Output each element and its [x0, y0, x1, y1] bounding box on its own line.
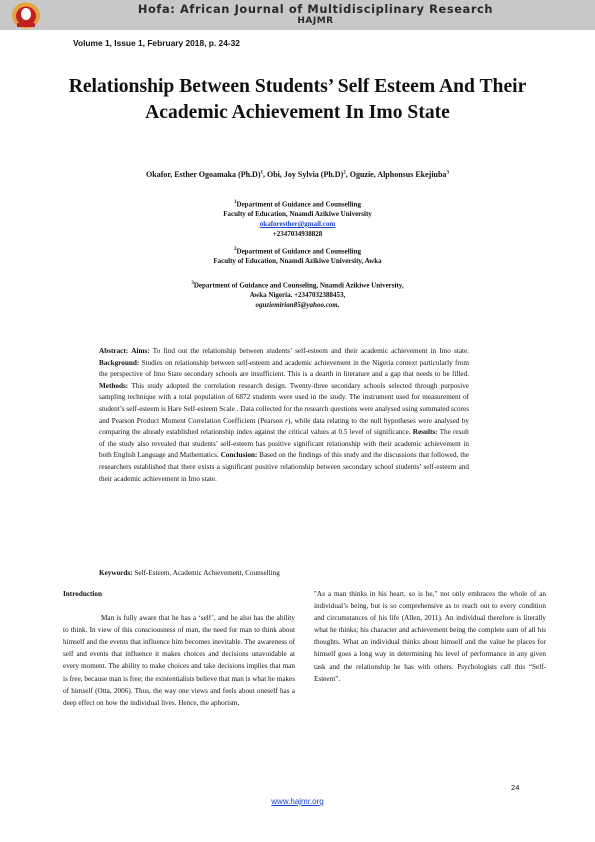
author-phone: +2347034938828	[272, 229, 323, 238]
footer-website-link[interactable]: www.hajmr.org	[271, 797, 324, 806]
keywords-label: Keywords:	[99, 569, 133, 577]
body-column-right	[314, 588, 546, 685]
keywords-text: Self-Esteem, Academic Achievement, Counselling	[134, 569, 280, 577]
author-separator: ,	[263, 170, 267, 179]
aims-label: Aims:	[131, 347, 150, 355]
abstract	[99, 346, 469, 485]
journal-abbreviation: HAJMR	[297, 16, 334, 26]
introduction-paragraph-left: Man is fully aware that he has a ‘self’, and he also has the ability to think. In view of this consciousness of man, the need for man to think about himself and the events that influence him becomes inevitable. The awareness of self and events that influence it makes choices and decisions unavoidable at every moment. The ability to make choices and take decisions implies that man is free, because man is free; the existentialists believe that man is what he makes of himself (Otta, 2006). Thus, the way one views and feels about oneself has a deep effect on how the individual lives. Hence, the aphorism,	[63, 614, 295, 707]
affiliation-2	[60, 245, 535, 267]
author-email: oguziemirian85@yahoo.com.	[255, 300, 340, 309]
volume-issue-line: Volume 1, Issue 1, February 2018, p. 24-32	[73, 38, 240, 48]
affiliation-location: Awka Nigeria. +2347032388453,	[249, 291, 346, 300]
affiliation-superscript: 3	[191, 281, 194, 286]
methods-label: Methods:	[99, 381, 129, 390]
author-name: Obi, Joy Sylvia (Ph.D)	[267, 170, 344, 179]
methods-r-symbol: r	[285, 416, 288, 425]
author-separator: ,	[345, 170, 350, 179]
author-superscript: 1	[260, 170, 263, 176]
conclusion-text: Based on the findings of this study and the discussions that followed, the researchers established that there exists a significant positive relationship between secondary school students’ self-esteem and their academic achievement in Imo state.	[99, 451, 470, 483]
author-email-link[interactable]: okaforesther@gmail.com	[259, 219, 336, 228]
methods-text-continued: ), while data relating to the null hypotheses were analysed by comparing the already established relationship index against the critical values at 0.5 level of significance.	[99, 416, 470, 437]
keywords	[99, 569, 280, 577]
aims-text: To find out the relationship between students’ self-esteem and their academic achievement in Imo state.	[152, 347, 470, 355]
background-text: Studies on relationship between self-esteem and academic achievement in the Nigeria context particularly from the perspective of Imo State secondary schools are insufficient. This is a dearth in literature and a gap that needs to be filled.	[99, 358, 469, 379]
affiliation-department: Department of Guidance and Counselling	[236, 200, 361, 209]
affiliation-superscript: 1	[234, 200, 237, 205]
page-number: 24	[511, 783, 520, 792]
author-name: Oguzie, Alphonsus Ekejiuba	[349, 170, 447, 179]
affiliation-faculty: Faculty of Education, Nnamdi Azikiwe University, Awka	[213, 257, 382, 266]
author-superscript: 3	[446, 170, 449, 176]
affiliation-department: Department of Guidance and Counseling, Nnamdi Azikiwe University,	[193, 281, 404, 290]
author-superscript: 2	[343, 170, 346, 176]
affiliation-1	[60, 198, 535, 240]
author-name: Okafor, Esther Ogoamaka (Ph.D)	[146, 170, 261, 179]
author-list	[40, 170, 555, 179]
affiliation-department: Department of Guidance and Counselling	[236, 247, 361, 256]
journal-title: Hofa: African Journal of Multidisciplinary Research	[137, 2, 494, 16]
journal-header-band	[0, 0, 595, 30]
introduction-paragraph-right: "As a man thinks in his heart, so is he," not only embraces the whole of an individual’s being, but is so comprehensive as to reach out to every condition and circumstances of his life (Allen, 2011). An individual therefore is literally what he thinks; his character and achievement being the complete sum of all his thoughts. What an individual thinks about himself and the value he places for himself goes a long way in determining his level of performance in any given task and the relationship he has with others. Psychologists call this “Self-Esteem”.	[314, 590, 546, 683]
results-text: The result of the study also revealed that students’ self-esteem has positive significant relationship with their academic achievement in both English Language and Mathematics.	[99, 428, 470, 460]
affiliation-3	[60, 279, 535, 311]
affiliation-superscript: 2	[234, 247, 237, 252]
conclusion-label: Conclusion:	[220, 451, 258, 460]
introduction-heading: Introduction	[63, 590, 103, 598]
methods-text: This study adopted the correlation research design. Twenty-three secondary schools selected through purposive sampling technique with a total population of 6872 students were used in the study. The instrument used for measurement of student’s self-esteem is Hare Self-esteem Scale . Data collected for the research questions were analysed using summated scores and Pearson Product Moment Correlation Coefficient (Pearson	[99, 381, 469, 425]
background-label: Background:	[99, 358, 140, 367]
abstract-label: Abstract:	[99, 347, 129, 355]
results-label: Results:	[412, 428, 438, 437]
body-column-left	[63, 588, 295, 709]
paper-title: Relationship Between Students’ Self Esteem And Their Academic Achievement In Imo State	[68, 76, 527, 123]
affiliation-faculty: Faculty of Education, Nnamdi Azikiwe University	[223, 210, 372, 219]
